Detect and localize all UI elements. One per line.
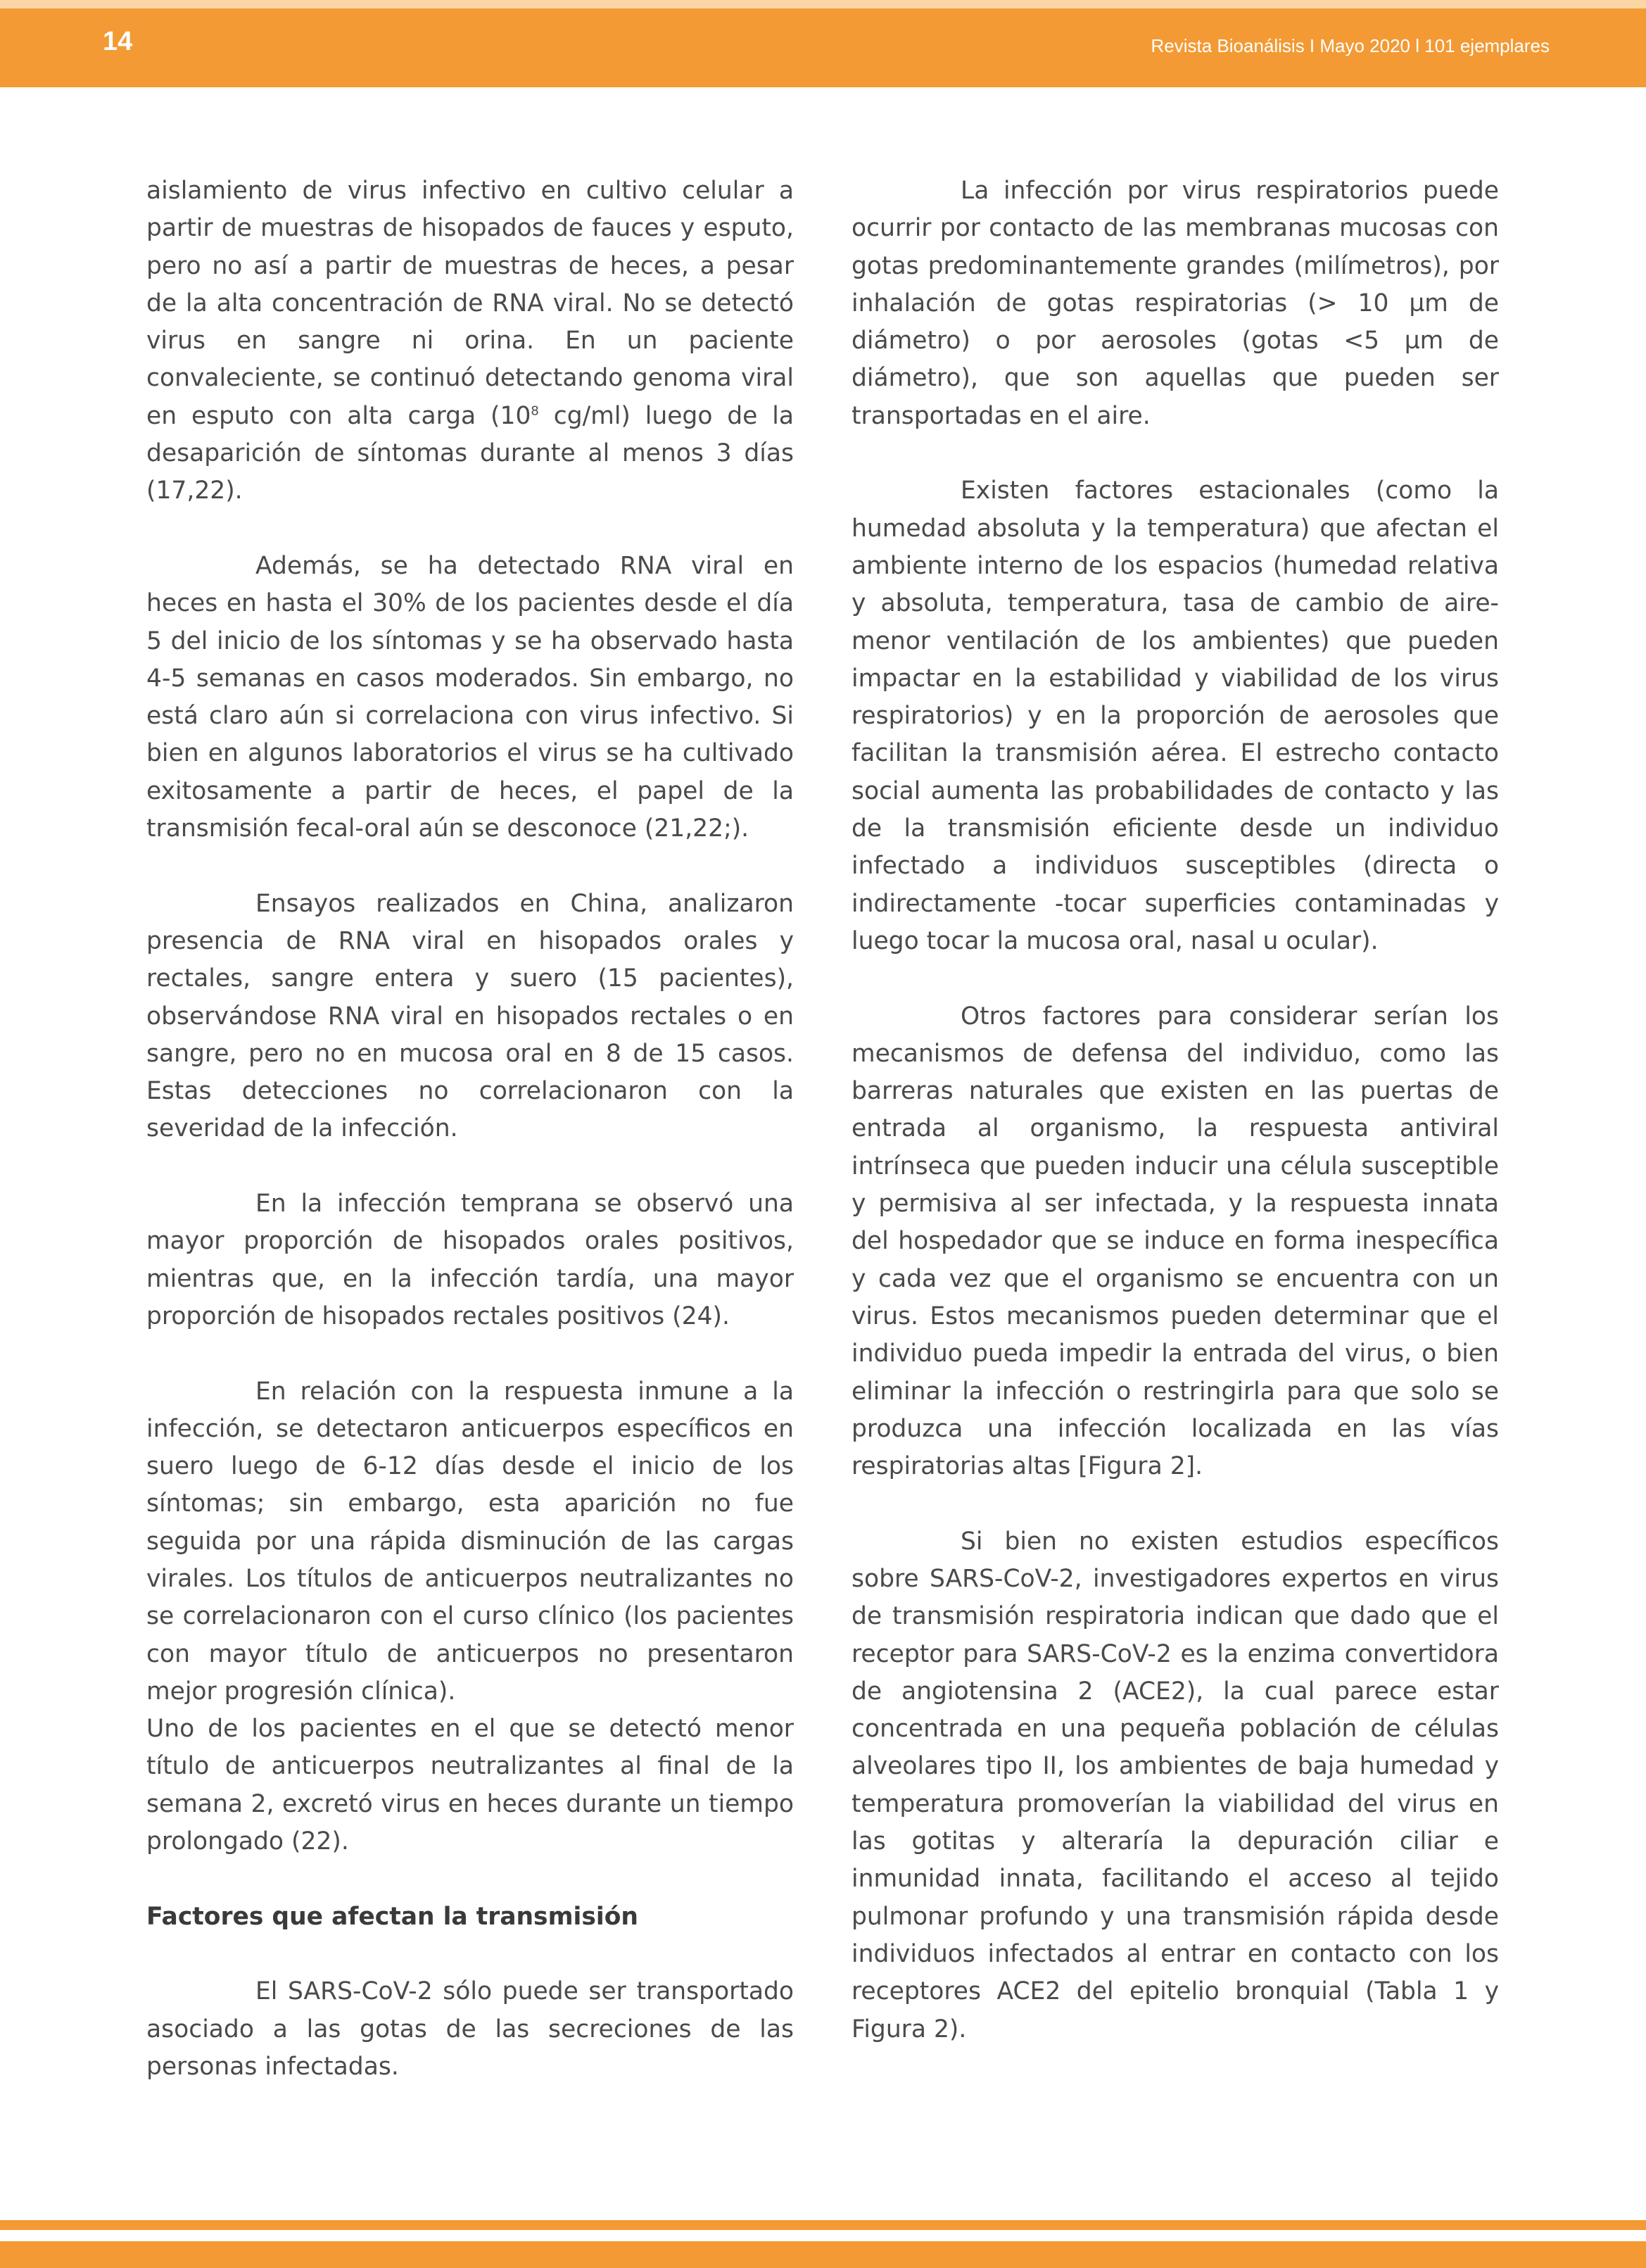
left-column bbox=[146, 172, 794, 2086]
paragraph: Otros factores para considerar serían los mecanismos de defensa del individuo, como las barreras naturales que existen en las puertas de entrada al organismo, la respuesta antiviral intrínseca que pueden inducir una célula susceptible y permisiva al ser infectada, y la respuesta innata del hospedador que se induce en forma inespecífica y cada vez que el organismo se encuentra con un virus. Estos mecanismos pueden determinar que el individuo pueda impedir la entrada del virus, o bien eliminar la infección o restringirla para que solo se produzca una infección localizada en las vías respiratorias altas [Figura 2]. bbox=[852, 1002, 1499, 1481]
paragraph: Uno de los pacientes en el que se detectó menor título de anticuerpos neutralizantes al final de la semana 2, excretó virus en heces durante un tiempo prolongado (22). bbox=[146, 1715, 794, 1856]
footer-band bbox=[0, 2241, 1646, 2268]
paragraph: En relación con la respuesta inmune a la infección, se detectaron anticuerpos específicos en suero luego de 6-12 días desde el inicio de los síntomas; sin embargo, esta aparición no fue seguida por una rápida disminución de las cargas virales. Los títulos de anticuerpos neutralizantes no se correlacionaron con el curso clínico (los pacientes con mayor título de anticuerpos no presentaron mejor progresión clínica). bbox=[146, 1377, 794, 1706]
paragraph: Existen factores estacionales (como la humedad absoluta y la temperatura) que afectan el ambiente interno de los espacios (humedad relativa y absoluta, temperatura, tasa de cambio de aire-menor ventilación de los ambientes) que pueden impactar en la estabilidad y viabilidad de los virus respiratorios) y en la proporción de aerosoles que facilitan la transmisión aérea. El estrecho contacto social aumenta las probabilidades de contacto y las de la transmisión eficiente desde un individuo infectado a individuos susceptibles (directa o indirectamente -tocar superficies contaminadas y luego tocar la mucosa oral, nasal u ocular). bbox=[852, 477, 1499, 955]
right-column bbox=[852, 172, 1499, 2048]
paragraph: Si bien no existen estudios específicos sobre SARS-CoV-2, investigadores expertos en virus de transmisión respiratoria indican que dado que el receptor para SARS-CoV-2 es la enzima convertidora de angiotensina 2 (ACE2), la cual parece estar concentrada en una pequeña población de células alveolares tipo II, los ambientes de baja humedad y temperatura promoverían la viabilidad del virus en las gotitas y alteraría la depuración ciliar e inmunidad innata, facilitando el acceso al tejido pulmonar profundo y una transmisión rápida desde individuos infectados al entrar en contacto con los receptores ACE2 del epitelio bronquial (Tabla 1 y Figura 2). bbox=[852, 1527, 1499, 2043]
paragraph: Además, se ha detectado RNA viral en heces en hasta el 30% de los pacientes desde el día 5 del inicio de los síntomas y se ha observado hasta 4-5 semanas en casos moderados. Sin embargo, no está claro aún si correlaciona con virus infectivo. Si bien en algunos laboratorios el virus se ha cultivado exitosamente a partir de heces, el papel de la transmisión fecal-oral aún se desconoce (21,22;). bbox=[146, 551, 794, 843]
paragraph: aislamiento de virus infectivo en cultivo celular a partir de muestras de hisopados de fauces y esputo, pero no así a partir de muestras de heces, a pesar de la alta concentración de RNA viral. No se detectó virus en sangre ni orina. En un paciente convaleciente, se continuó detectando genoma viral en esputo con alta carga ($10^8$ cg/ml) luego de la desaparición de síntomas durante al menos 3 días (17,22). bbox=[146, 177, 794, 505]
paragraph: En la infección temprana se observó una mayor proporción de hisopados orales positivos, mientras que, en la infección tardía, una mayor proporción de hisopados rectales positivos (24). bbox=[146, 1190, 794, 1330]
paragraph: La infección por virus respiratorios puede ocurrir por contacto de las membranas mucosas con gotas predominantemente grandes (milímetros), por inhalación de gotas respiratorias (> 10 µm de diámetro) o por aerosoles (gotas <5 µm de diámetro), que son aquellas que pueden ser transportadas en el aire. bbox=[852, 177, 1499, 430]
page-header bbox=[0, 0, 1646, 87]
publication-info: Revista Bioanálisis I Mayo 2020 l 101 ejemplares bbox=[1151, 35, 1550, 56]
section-heading: Factores que afectan la transmisión bbox=[146, 1902, 638, 1931]
paragraph: Ensayos realizados en China, analizaron presencia de RNA viral en hisopados orales y rectales, sangre entera y suero (15 pacientes), observándose RNA viral en hisopados rectales o en sangre, pero no en mucosa oral en 8 de 15 casos. Estas detecciones no correlacionaron con la severidad de la infección. bbox=[146, 889, 794, 1143]
page-number: 14 bbox=[103, 27, 133, 56]
header-highlight-strip bbox=[0, 0, 1646, 8]
footer-stripe bbox=[0, 2220, 1646, 2230]
paragraph: El SARS-CoV-2 sólo puede ser transportado asociado a las gotas de las secreciones de las personas infectadas. bbox=[146, 1977, 794, 2081]
